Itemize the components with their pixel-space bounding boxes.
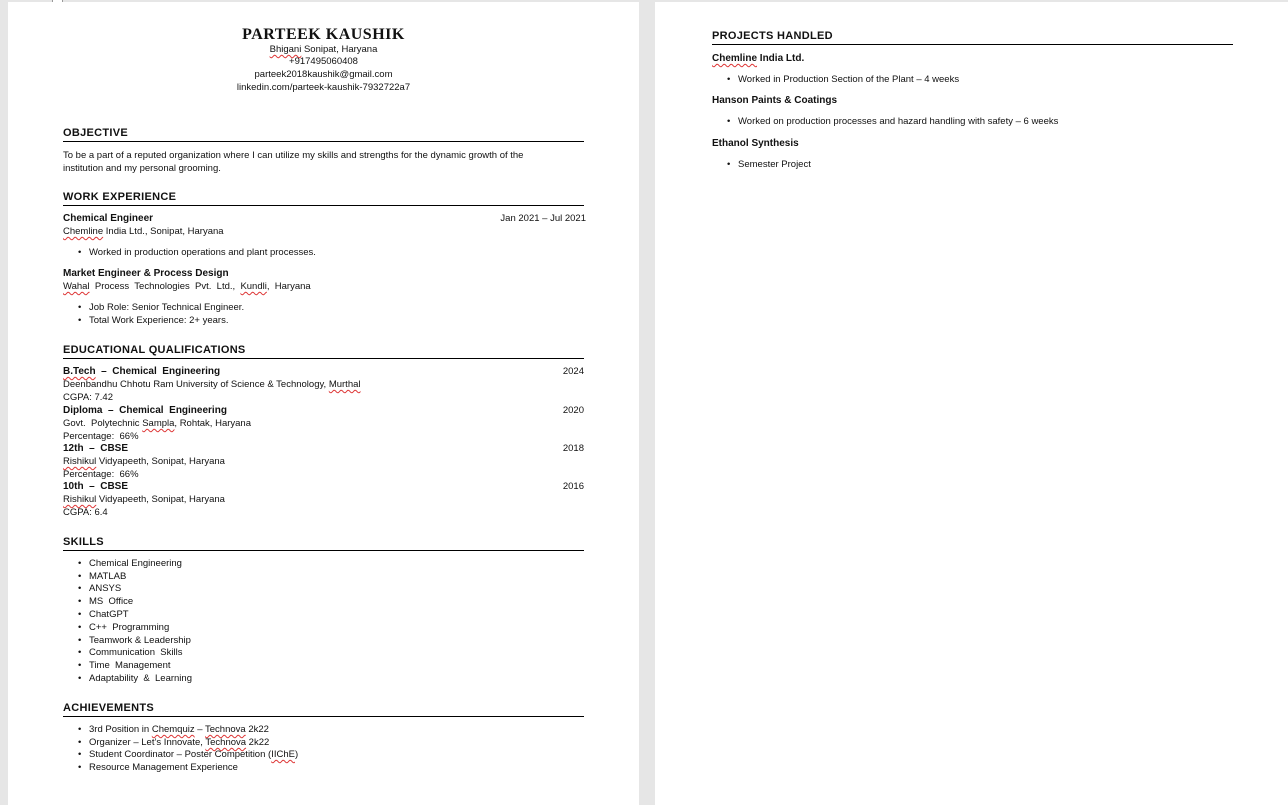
achievement-item: • 3rd Position in Chemquiz – Technova 2k22 [89, 724, 269, 735]
projects-heading: PROJECTS HANDLED [712, 30, 833, 42]
achievements-heading: ACHIEVEMENTS [63, 702, 154, 714]
email-address[interactable]: parteek2018kaushik@gmail.com [254, 69, 393, 80]
tenth-year: 2016 [562, 481, 584, 492]
skill-item: • Time Management [89, 660, 171, 671]
address-spell-flagged[interactable]: Bhigani [269, 44, 302, 55]
skill-item: • MATLAB [89, 571, 126, 582]
job1-bullet: • Worked in production operations and plant processes. [89, 247, 316, 258]
job2-bullet: • Total Work Experience: 2+ years. [89, 315, 229, 326]
linkedin-url[interactable]: linkedin.com/parteek-kaushik-7932722a7 [236, 82, 411, 93]
btech-title: B.Tech – Chemical Engineering [63, 366, 221, 377]
btech-year: 2024 [562, 366, 584, 377]
twelfth-score: Percentage: 66% [63, 469, 139, 480]
btech-institution: Deenbandhu Chhotu Ram University of Science & Technology, Murthal [63, 379, 361, 390]
diploma-title: Diploma – Chemical Engineering [63, 405, 227, 416]
twelfth-year: 2018 [562, 443, 584, 454]
project3-title: Ethanol Synthesis [712, 138, 799, 149]
job1-company: Chemline India Ltd., Sonipat, Haryana [63, 226, 224, 237]
skill-item: • ANSYS [89, 583, 121, 594]
diploma-institution: Govt. Polytechnic Sampla, Rohtak, Haryana [63, 418, 251, 429]
job1-dates: Jan 2021 – Jul 2021 [500, 213, 586, 224]
skills-heading: SKILLS [63, 536, 104, 548]
skill-item: • ChatGPT [89, 609, 129, 620]
job1-title: Chemical Engineer [63, 213, 154, 224]
section-divider [63, 141, 584, 142]
address-line: Bhigani Sonipat, Haryana [269, 44, 378, 55]
twelfth-title: 12th – CBSE [63, 443, 129, 454]
job2-title: Market Engineer & Process Design [63, 268, 229, 279]
skill-item: • Communication Skills [89, 647, 182, 658]
tenth-institution: Rishikul Vidyapeeth, Sonipat, Haryana [63, 494, 225, 505]
achievement-item: • Resource Management Experience [89, 762, 238, 773]
section-divider [712, 44, 1233, 45]
achievement-item: • Student Coordinator – Poster Competition (IIChE) [89, 749, 298, 760]
education-heading: EDUCATIONAL QUALIFICATIONS [63, 344, 246, 356]
skill-item: • C++ Programming [89, 622, 169, 633]
objective-text-line1: To be a part of a reputed organization where I can utilize my skills and strengths for the dynamic growth of the [63, 150, 524, 161]
section-divider [63, 716, 584, 717]
work-experience-heading: WORK EXPERIENCE [63, 191, 177, 203]
project1-bullet: • Worked in Production Section of the Plant – 4 weeks [738, 74, 959, 85]
project3-bullet: • Semester Project [738, 159, 811, 170]
job2-company: Wahal Process Technologies Pvt. Ltd., Kundli, Haryana [63, 281, 311, 292]
project2-title: Hanson Paints & Coatings [712, 95, 838, 106]
resume-page-1[interactable] [8, 2, 639, 805]
phone-number: +917495060408 [289, 56, 358, 67]
candidate-name: PARTEEK KAUSHIK [242, 26, 405, 43]
tenth-title: 10th – CBSE [63, 481, 129, 492]
btech-score: CGPA: 7.42 [63, 392, 113, 403]
skill-item: • Teamwork & Leadership [89, 635, 191, 646]
skill-item: • MS Office [89, 596, 133, 607]
twelfth-institution: Rishikul Vidyapeeth, Sonipat, Haryana [63, 456, 225, 467]
job2-bullet: • Job Role: Senior Technical Engineer. [89, 302, 244, 313]
section-divider [63, 205, 584, 206]
section-divider [63, 550, 584, 551]
skill-item: • Chemical Engineering [89, 558, 182, 569]
objective-heading: OBJECTIVE [63, 127, 129, 139]
resume-page-2[interactable] [655, 2, 1288, 805]
project1-title: Chemline India Ltd. [712, 53, 805, 64]
diploma-score: Percentage: 66% [63, 431, 139, 442]
objective-text-line2: institution and my personal grooming. [63, 163, 221, 174]
diploma-year: 2020 [562, 405, 584, 416]
project2-bullet: • Worked on production processes and hazard handling with safety – 6 weeks [738, 116, 1058, 127]
tenth-score: CGPA: 6.4 [63, 507, 108, 518]
achievement-item: • Organizer – Let’s Innovate, Technova 2k22 [89, 737, 269, 748]
skill-item: • Adaptability & Learning [89, 673, 192, 684]
section-divider [63, 358, 584, 359]
